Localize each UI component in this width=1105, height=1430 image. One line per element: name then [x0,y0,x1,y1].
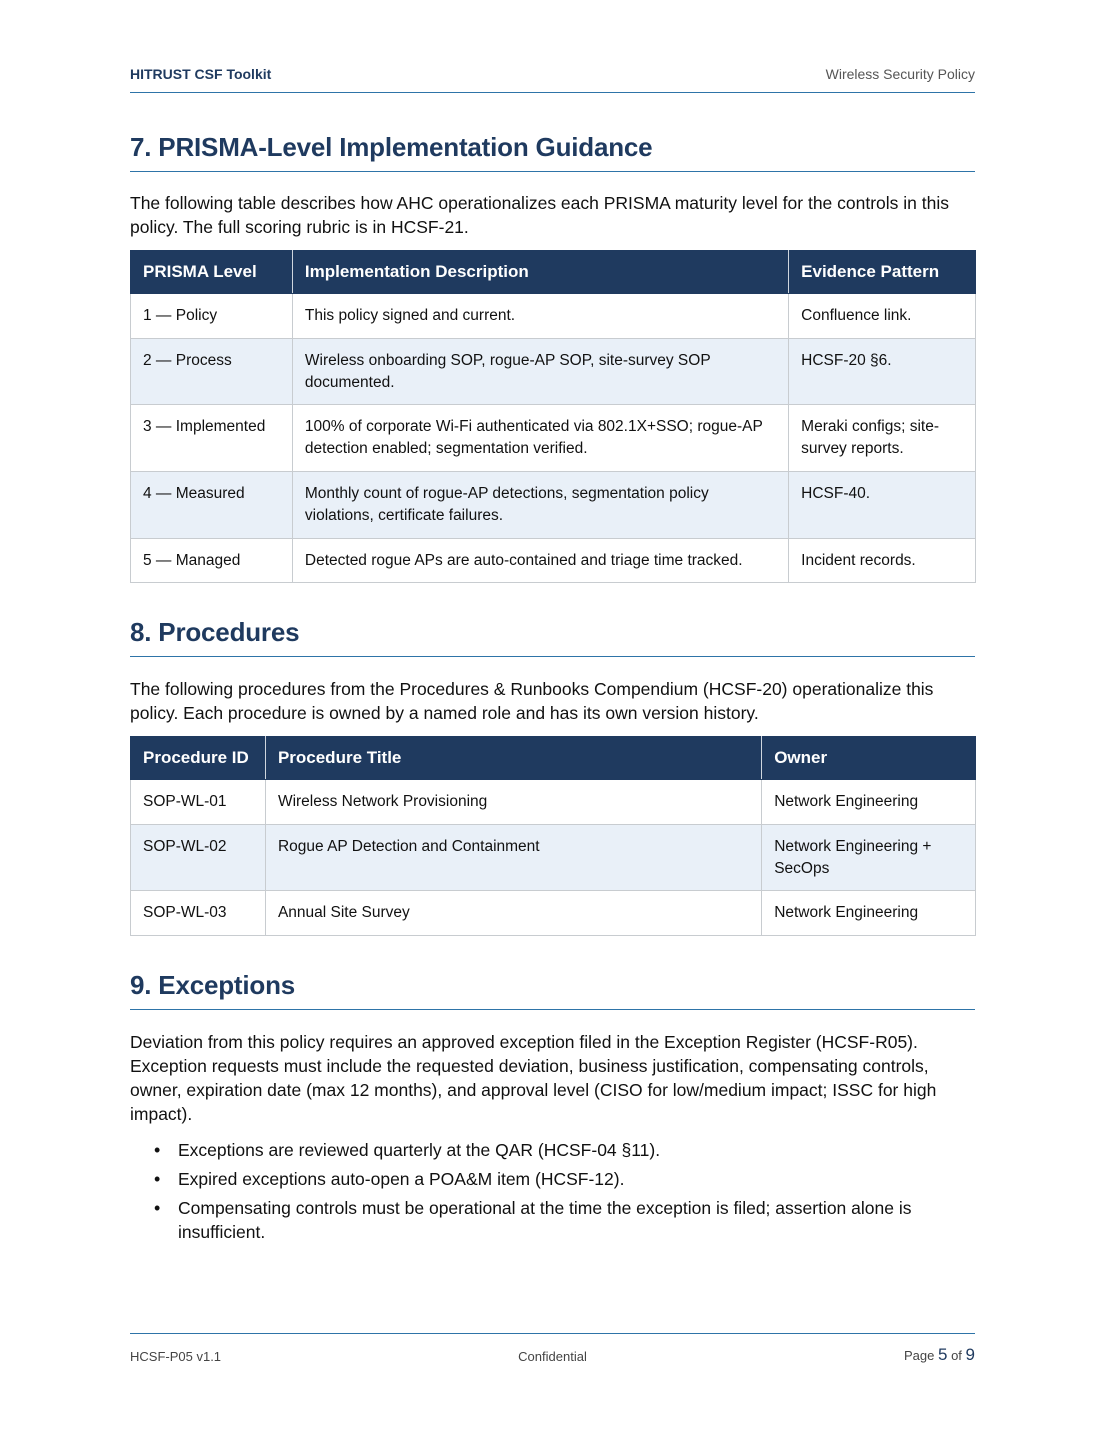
column-header: Owner [762,737,976,780]
list-item: • Compensating controls must be operational at the time the exception is filed; assertion alone is insufficient. [130,1196,975,1244]
table-cell: Network Engineering [762,780,976,825]
document-page [130,0,975,1430]
table-cell: HCSF-20 §6. [789,339,976,405]
prisma-level-table [130,250,976,583]
table-row [131,339,976,405]
column-header: Evidence Pattern [789,251,976,294]
page-of: of [951,1348,962,1363]
list-item: • Exceptions are reviewed quarterly at the QAR (HCSF-04 §11). [130,1138,975,1162]
table-cell: This policy signed and current. [292,294,788,339]
table-cell: 1 — Policy [131,294,293,339]
table-cell: SOP-WL-03 [131,891,266,936]
running-header [130,64,975,93]
header-toolkit-title: HITRUST CSF Toolkit [130,66,272,82]
column-header: Procedure Title [265,737,761,780]
table-cell: SOP-WL-02 [131,825,266,891]
table-row [131,539,976,583]
footer-classification: Confidential [518,1349,587,1364]
table-cell: 100% of corporate Wi-Fi authenticated via 802.1X+SSO; rogue-AP detection enabled; segmentation verified. [292,405,788,472]
table-cell: 3 — Implemented [131,405,293,472]
table-cell: Monthly count of rogue-AP detections, segmentation policy violations, certificate failures. [292,472,788,539]
table-cell: 5 — Managed [131,539,293,583]
table-cell: Rogue AP Detection and Containment [265,825,761,891]
table-header-row [131,251,976,294]
table-header-row [131,737,976,780]
section-7-intro: The following table describes how AHC operationalizes each PRISMA maturity level for the controls in this policy. The full scoring rubric is in HCSF-21. [130,193,950,237]
table-cell: Annual Site Survey [265,891,761,936]
page-current: 5 [937,1345,948,1364]
footer-doc-id: HCSF-P05 v1.1 [130,1349,222,1364]
table-cell: SOP-WL-01 [131,780,266,825]
page-total: 9 [965,1345,975,1364]
table-cell: 4 — Measured [131,472,293,539]
table-cell: Network Engineering [762,891,976,936]
column-header: Implementation Description [292,251,788,294]
list-item: • Expired exceptions auto-open a POA&M item (HCSF-12). [130,1167,975,1191]
column-header: Procedure ID [131,737,266,780]
table-cell: Confluence link. [789,294,976,339]
page-prefix: Page [903,1348,935,1363]
section-8-intro: The following procedures from the Procedures & Runbooks Compendium (HCSF-20) operationalize this policy. Each procedure is owned by a named role and has its own version history. [130,679,934,723]
table-row [131,891,976,936]
table-cell: 2 — Process [131,339,293,405]
section-9-heading: 9. Exceptions [130,970,975,1010]
table-row [131,294,976,339]
exceptions-bullet-list [130,1138,975,1249]
footer-page-number [904,1345,975,1365]
running-footer [130,1333,975,1374]
header-policy-title: Wireless Security Policy [825,66,975,82]
table-row [131,825,976,891]
table-cell: Network Engineering + SecOps [762,825,976,891]
column-header: PRISMA Level [131,251,293,294]
table-cell: Meraki configs; site-survey reports. [789,405,976,472]
section-8-heading: 8. Procedures [130,617,975,657]
table-cell: Detected rogue APs are auto-contained and triage time tracked. [292,539,788,583]
table-cell: HCSF-40. [789,472,976,539]
table-cell: Incident records. [789,539,976,583]
procedures-table [130,736,976,936]
section-7-heading: 7. PRISMA-Level Implementation Guidance [130,132,975,172]
table-row [131,780,976,825]
table-row [131,405,976,472]
section-9-intro: Deviation from this policy requires an approved exception filed in the Exception Register (HCSF-R05). Exception requests must include the requested deviation, business justification, compensating controls, owner, expiration date (max 12 months), and approval level (CISO for low/medium impact; ISSC for high impact). [130,1032,937,1124]
table-cell: Wireless onboarding SOP, rogue-AP SOP, site-survey SOP documented. [292,339,788,405]
table-row [131,472,976,539]
table-cell: Wireless Network Provisioning [265,780,761,825]
